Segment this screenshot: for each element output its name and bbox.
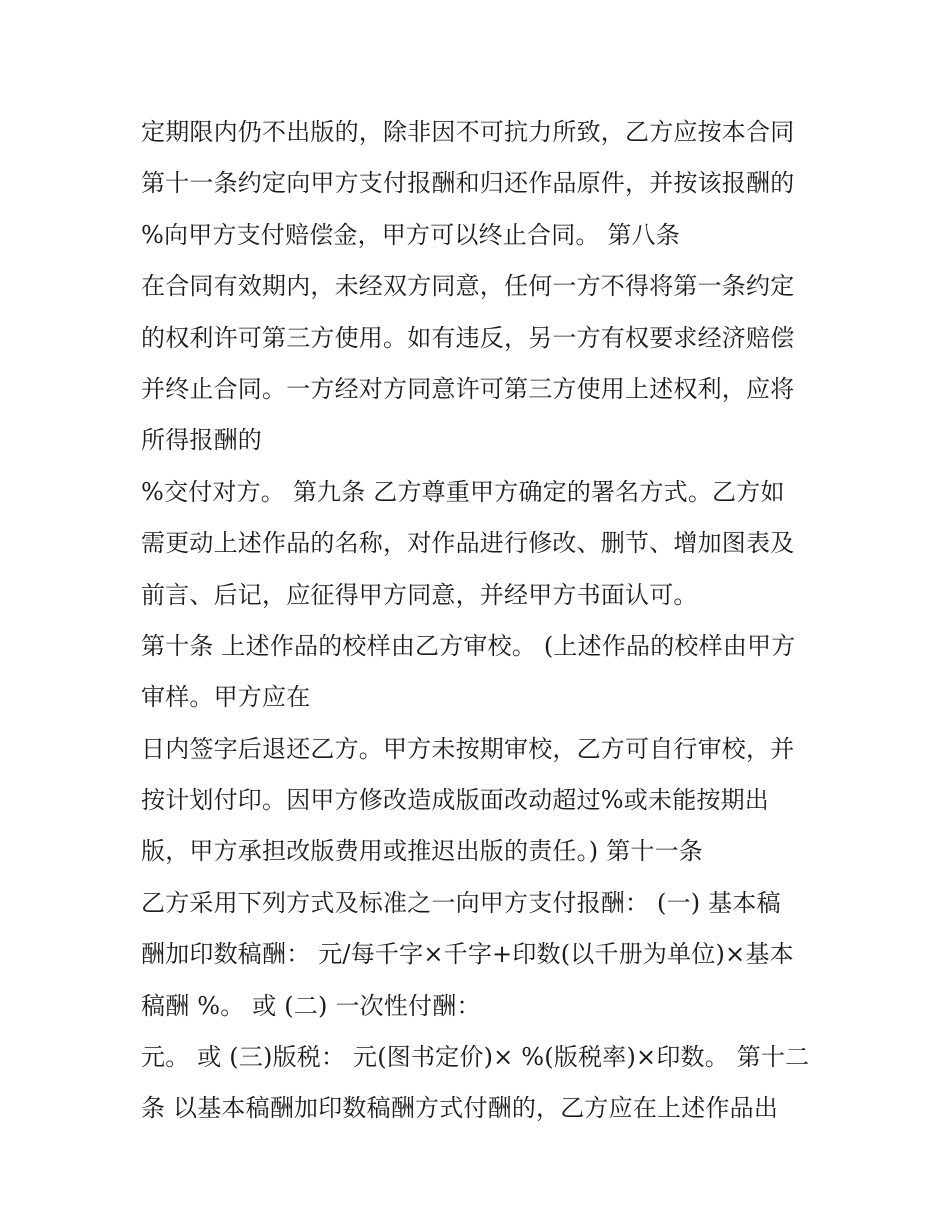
text-line: 的权利许可第三方使用。如有违反，另一方有权要求经济赔偿 [141, 323, 795, 352]
text-line: 稿酬 %。 或 (二) 一次性付酬： [141, 991, 481, 1020]
contract-text [141, 107, 831, 1135]
text-line: 第十一条约定向甲方支付报酬和归还作品原件，并按该报酬的 [141, 169, 795, 198]
text-line: %向甲方支付赔偿金，甲方可以终止合同。 第八条 [141, 220, 681, 249]
text-line: 审样。甲方应在 [141, 683, 311, 712]
text-line: 按计划付印。因甲方修改造成版面改动超过%或未能按期出 [141, 786, 770, 815]
text-line: 需更动上述作品的名称，对作品进行修改、删节、增加图表及 [141, 529, 795, 558]
text-line: 前言、后记，应征得甲方同意，并经甲方书面认可。 [141, 580, 698, 609]
text-line: 乙方采用下列方式及标准之一向甲方支付报酬： (一) 基本稿 [141, 888, 781, 917]
text-line: %交付对方。 第九条 乙方尊重甲方确定的署名方式。乙方如 [141, 477, 785, 506]
text-line: 酬加印数稿酬： 元/每千字×千字+印数(以千册为单位)×基本 [141, 940, 794, 969]
text-line: 定期限内仍不出版的，除非因不可抗力所致，乙方应按本合同 [141, 118, 795, 146]
text-line: 在合同有效期内，未经双方同意，任何一方不得将第一条约定 [141, 272, 795, 301]
text-line: 版，甲方承担改版费用或推迟出版的责任。) 第十一条 [141, 837, 703, 866]
text-line: 条 以基本稿酬加印数稿酬方式付酬的，乙方应在上述作品出 [141, 1094, 779, 1123]
text-line: 第十条 上述作品的校样由乙方审校。 (上述作品的校样由甲方 [141, 631, 796, 660]
text-line: 所得报酬的 [141, 426, 262, 455]
text-line: 元。 或 (三)版税： 元(图书定价)× %(版税率)×印数。 第十二 [141, 1043, 810, 1072]
text-line: 日内签字后退还乙方。甲方未按期审校，乙方可自行审校，并 [141, 734, 795, 763]
text-line: 并终止合同。一方经对方同意许可第三方使用上述权利，应将 [141, 374, 795, 403]
